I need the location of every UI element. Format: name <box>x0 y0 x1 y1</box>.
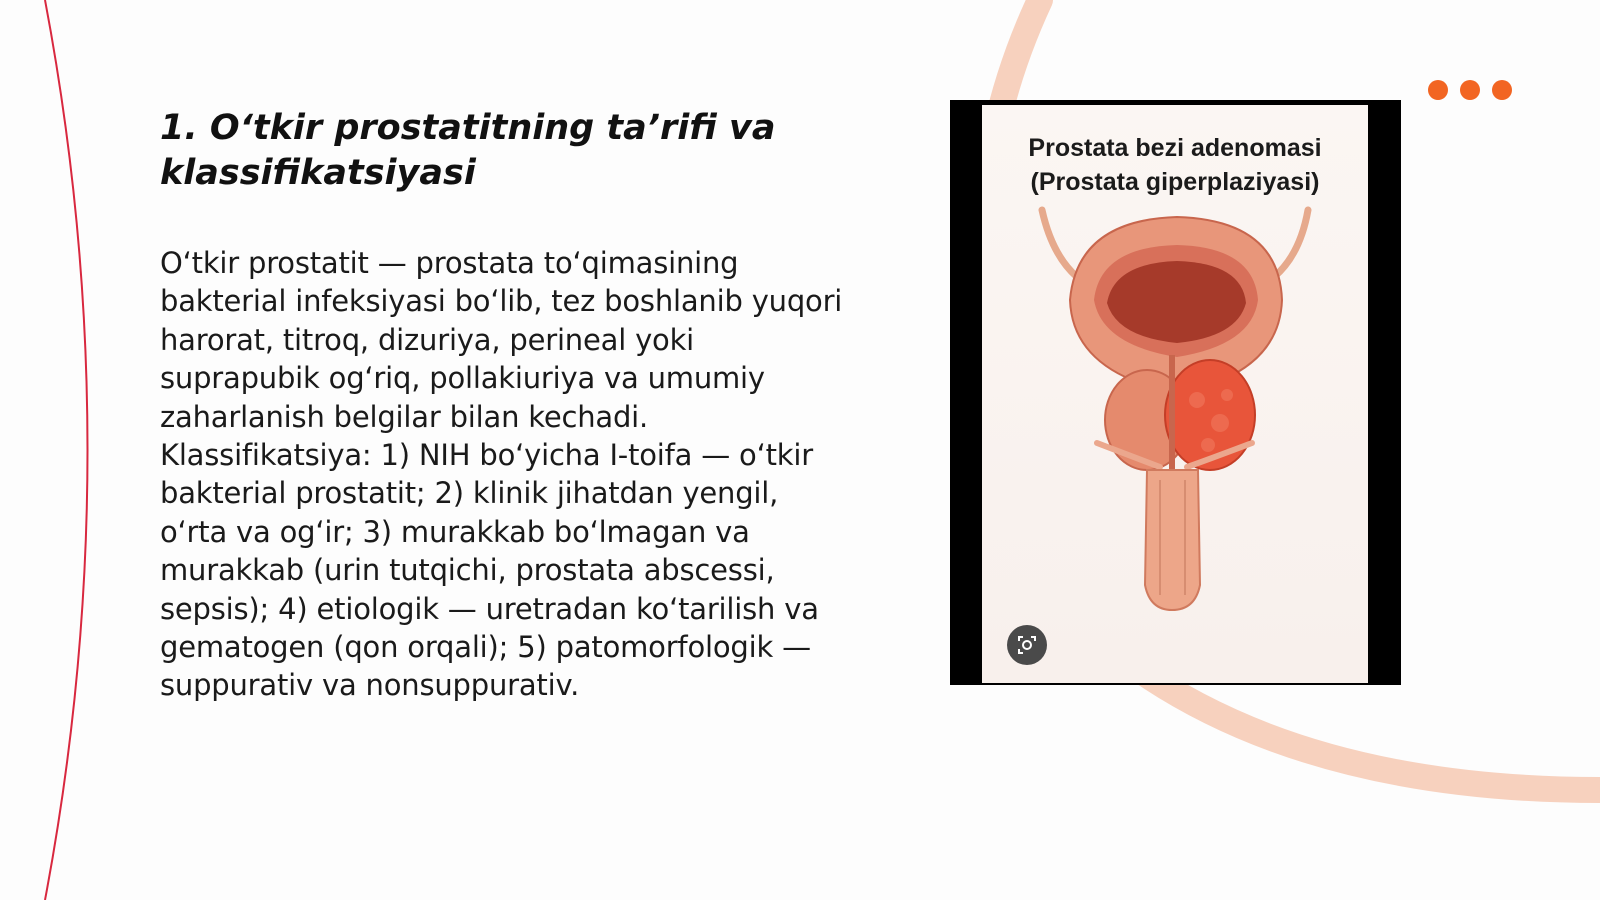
slide-title: 1. O‘tkir prostatitning ta’rifi va klassifikatsiyasi <box>160 108 776 193</box>
figure-panel <box>982 105 1368 683</box>
slide-body-text: O‘tkir prostatit — prostata to‘qimasining bakterial infeksiyasi bo‘lib, tez boshlanib yuqori harorat, titroq, dizuriya, perineal yoki suprapubik og‘riq, pollakiuriya va umumiy zaharlanish belgilar bilan kechadi. Klassifikatsiya: 1) NIH bo‘yicha I-toifa — o‘tkir bakterial prostatit; 2) klinik jihatdan yengil, o‘rta va og‘ir; 3) murakkab bo‘lmagan va murakkab (urin tutqichi, prostata abscessi, sepsis); 4) etiologik — uretradan ko‘tarilish va gematogen (qon orqali); 5) patomorfologik — suppurativ va nonsuppurativ. <box>160 246 843 703</box>
figure-title-line-2: (Prostata giperplaziyasi) <box>1030 168 1320 196</box>
ureter-right <box>1274 210 1308 277</box>
penile-shaft <box>1145 470 1200 610</box>
prostate-lobe-right <box>1165 360 1255 470</box>
figure-title <box>982 131 1368 199</box>
three-dots-icon <box>1427 79 1513 101</box>
left-accent-line <box>45 0 88 900</box>
prostate-illustration <box>982 205 1368 625</box>
lens-search-icon[interactable] <box>1007 625 1047 665</box>
figure-title-line-1: Prostata bezi adenomasi <box>1028 134 1322 162</box>
ureter-left <box>1042 210 1077 277</box>
anatomy-figure <box>950 100 1401 685</box>
